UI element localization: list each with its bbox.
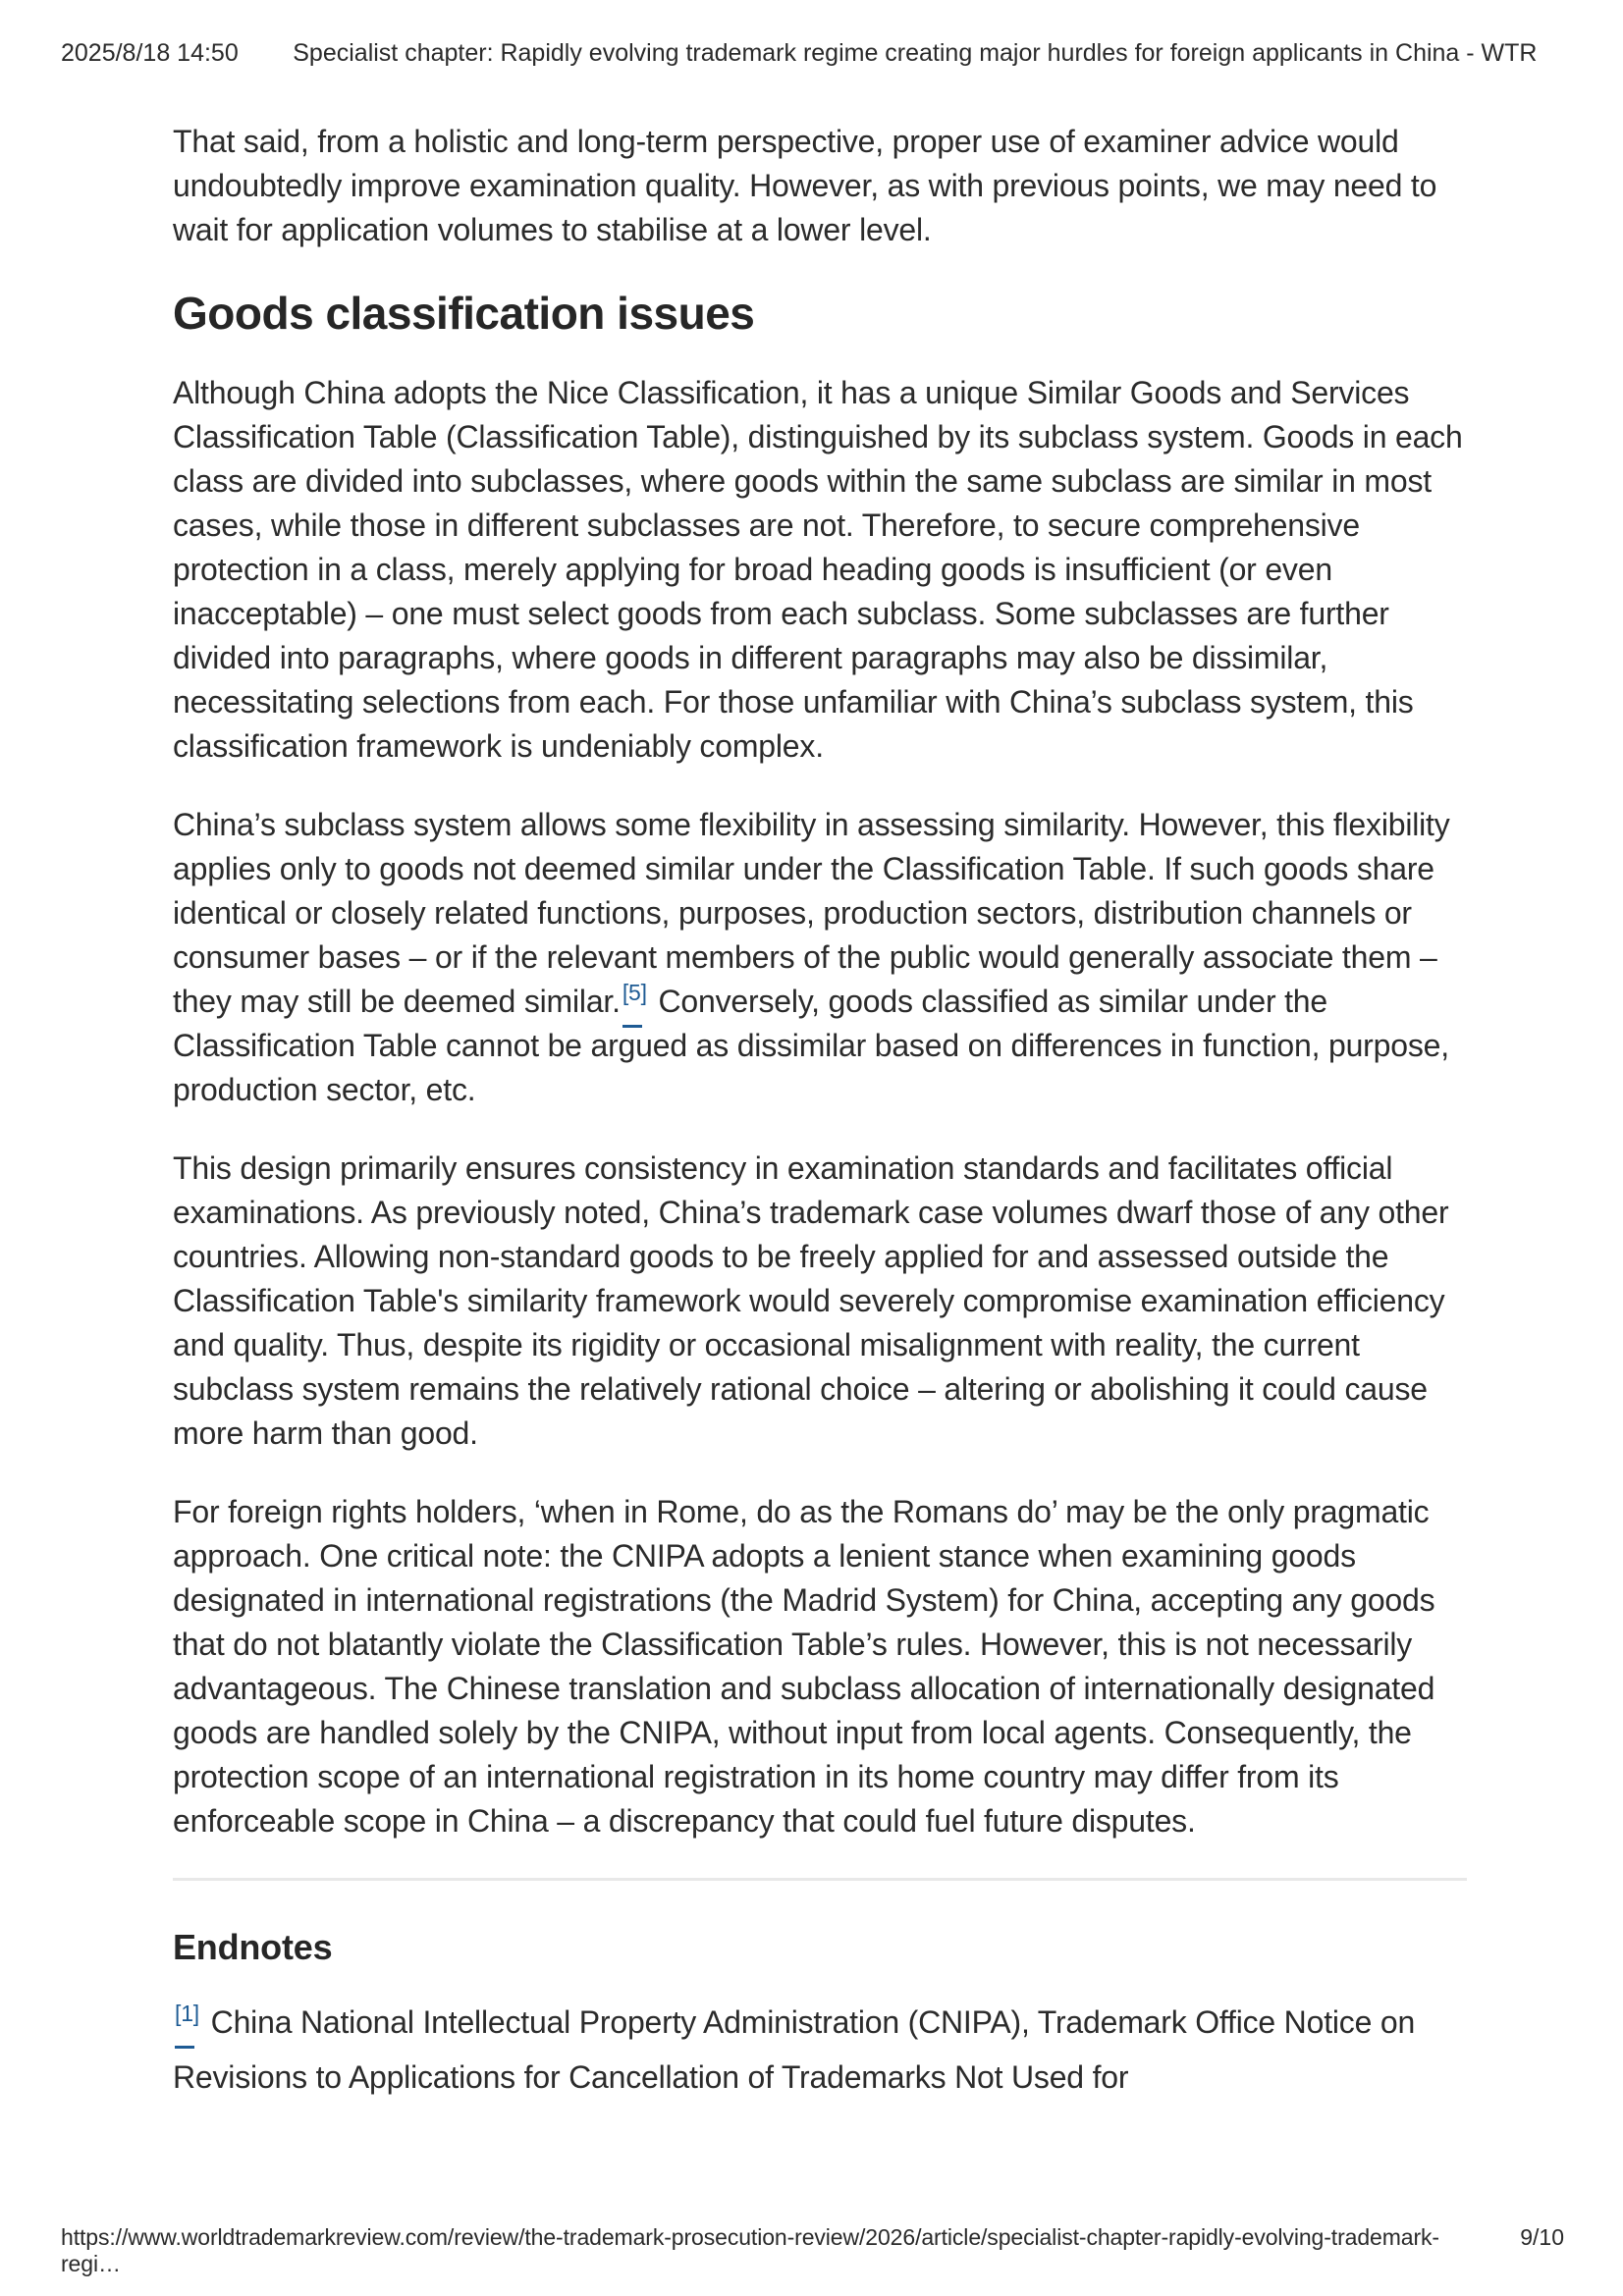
footer-page-number: 9/10 [1520,2224,1564,2250]
footnote-5-link[interactable]: [5] [622,980,647,1005]
endnote-item [173,1995,1467,2105]
endnote-1-link[interactable]: [1] [175,2001,199,2026]
paragraph-foreign-holders: For foreign rights holders, ‘when in Rome, do as the Romans do’ may be the only pragmatic approach. One critical note: the CNIPA adopts a lenient stance when examining goods designated in international registrations (the Madrid System) for China, accepting any goods that do not blatantly violate the Classification Table’s rules. However, this is not necessarily advantageous. The Chinese translation and subclass allocation of internationally designated goods are handled solely by the CNIPA, without input from local agents. Consequently, the protection scope of an international registration in its home country may differ from its enforceable scope in China – a discrepancy that could fuel future disputes. [173,1494,1435,1839]
endnote-text: China National Intellectual Property Administration (CNIPA), Trademark Office Notice on Revisions to Applications for Cancellation of Trademarks Not Used for [173,2004,1416,2095]
print-header [61,39,1562,68]
paragraph-text: China’s subclass system allows some flexibility in assessing similarity. However, this flexibility applies only to goods not deemed similar under the Classification Table. If such goods share identical or closely related functions, purposes, production sectors, distribution channels or consumer bases – or if the relevant members of the public would generally associate them – they may still be deemed similar. [173,807,1450,1019]
section-divider [173,1878,1467,1881]
paragraph-intro: That said, from a holistic and long-term perspective, proper use of examiner advice would undoubtedly improve examination quality. However, as with previous points, we may need to wait for application volumes to stabilise at a lower level. [173,124,1437,247]
article-content [173,120,1467,2139]
print-title: Specialist chapter: Rapidly evolving trademark regime creating major hurdles for foreign applicants in China - WTR [293,39,1538,67]
print-footer [61,2224,1564,2277]
footer-url: https://www.worldtrademarkreview.com/review/the-trademark-prosecution-review/2026/article/specialist-chapter-rapidly-evolving-trademark-regi… [61,2224,1439,2276]
paragraph-design: This design primarily ensures consistency in examination standards and facilitates official examinations. As previously noted, China’s trademark case volumes dwarf those of any other countries. Allowing non-standard goods to be freely applied for and assessed outside the Classification Table's similarity framework would severely compromise examination efficiency and quality. Thus, despite its rigidity or occasional misalignment with reality, the current subclass system remains the relatively rational choice – altering or abolishing it could cause more harm than good. [173,1150,1449,1451]
paragraph-flexibility [173,803,1467,1112]
paragraph-classification: Although China adopts the Nice Classification, it has a unique Similar Goods and Services Classification Table (Classification Table), distinguished by its subclass system. Goods in each class are divided into subclasses, where goods within the same subclass are similar in most cases, while those in different subclasses are not. Therefore, to secure comprehensive protection in a class, merely applying for broad heading goods is insufficient (or even inacceptable) – one must select goods from each subclass. Some subclasses are further divided into paragraphs, where goods in different paragraphs may also be dissimilar, necessitating selections from each. For those unfamiliar with China’s subclass system, this classification framework is undeniably complex. [173,375,1463,764]
endnotes-heading: Endnotes [173,1927,333,1967]
paragraph-text: Conversely, goods classified as similar under the Classification Table cannot be argued as dissimilar based on differences in function, purpose, production sector, etc. [173,984,1449,1107]
print-datetime: 2025/8/18 14:50 [61,39,239,67]
section-heading: Goods classification issues [173,288,755,339]
